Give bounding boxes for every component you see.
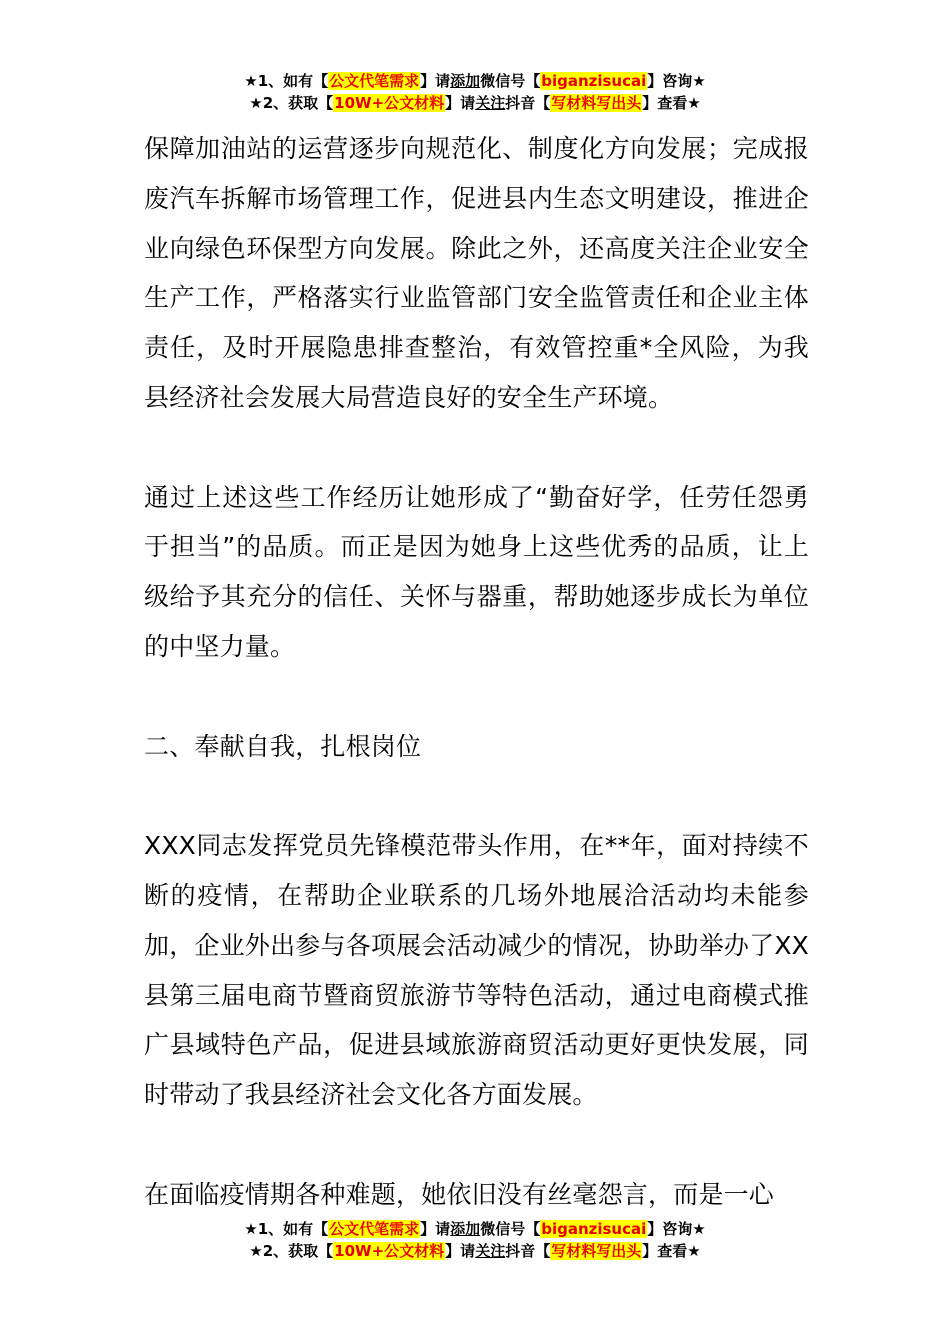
banner-emphasis: 关注 xyxy=(475,94,506,112)
document-body xyxy=(144,124,809,1220)
paragraph: 通过上述这些工作经历让她形成了“勤奋好学，任劳任怨勇于担当”的品质。而正是因为她身上这些优秀的品质，让上级给予其充分的信任、关怀与器重，帮助她逐步成长为单位的中坚力量。 xyxy=(144,482,809,661)
banner-highlight: 公文代笔需求 xyxy=(329,72,420,90)
banner-wechat-id: biganzisucai xyxy=(541,72,647,90)
banner-highlight: 10W+公文材料 xyxy=(334,1242,445,1260)
banner-text: 抖音【 xyxy=(505,1242,551,1260)
paragraph-spacer xyxy=(144,1120,809,1170)
star-icon: ★ xyxy=(687,1242,701,1260)
footer-banner xyxy=(0,1218,950,1262)
banner-text: 】查看 xyxy=(642,94,688,112)
star-icon: ★ xyxy=(244,1220,258,1238)
star-icon: ★ xyxy=(692,72,706,90)
banner-wechat-id: biganzisucai xyxy=(541,1220,647,1238)
banner-text: 】请 xyxy=(445,94,476,112)
banner-highlight: 10W+公文材料 xyxy=(334,94,445,112)
banner-text: 2、获取【 xyxy=(262,94,334,112)
paragraph-spacer xyxy=(144,672,809,722)
banner-line-1 xyxy=(0,1218,950,1240)
paragraph: 在面临疫情期各种难题，她依旧没有丝毫怨言，而是一心 xyxy=(144,1179,775,1209)
star-icon: ★ xyxy=(249,1242,263,1260)
banner-highlight: 公文代笔需求 xyxy=(329,1220,420,1238)
star-icon: ★ xyxy=(244,72,258,90)
paragraph-spacer xyxy=(144,771,809,821)
banner-text: 】请 xyxy=(445,1242,476,1260)
banner-douyin-account: 写材料写出头 xyxy=(551,94,642,112)
banner-line-2 xyxy=(0,92,950,114)
banner-text: 】咨询 xyxy=(647,1220,693,1238)
banner-text: 】请 xyxy=(420,72,451,90)
banner-text: 】查看 xyxy=(642,1242,688,1260)
star-icon: ★ xyxy=(692,1220,706,1238)
star-icon: ★ xyxy=(687,94,701,112)
header-banner xyxy=(0,70,950,114)
star-icon: ★ xyxy=(249,94,263,112)
paragraph-spacer xyxy=(144,423,809,473)
banner-emphasis: 添加 xyxy=(450,72,481,90)
section-heading: 二、奉献自我，扎根岗位 xyxy=(144,731,422,761)
banner-text: 2、获取【 xyxy=(262,1242,334,1260)
banner-text: 1、如有【 xyxy=(257,1220,329,1238)
banner-text: 抖音【 xyxy=(505,94,551,112)
banner-text: 】请 xyxy=(420,1220,451,1238)
banner-line-2 xyxy=(0,1240,950,1262)
paragraph: XXX同志发挥党员先锋模范带头作用，在**年，面对持续不断的疫情，在帮助企业联系的几场外地展洽活动均未能参加，企业外出参与各项展会活动减少的情况，协助举办了XX县第三届电商节暨商贸旅游节等特色活动，通过电商模式推广县域特色产品，促进县域旅游商贸活动更好更快发展，同时带动了我县经济社会文化各方面发展。 xyxy=(144,831,809,1110)
banner-emphasis: 关注 xyxy=(475,1242,506,1260)
banner-line-1 xyxy=(0,70,950,92)
banner-text: 】咨询 xyxy=(647,72,693,90)
banner-text: 1、如有【 xyxy=(257,72,329,90)
banner-text: 微信号【 xyxy=(480,72,541,90)
banner-text: 微信号【 xyxy=(480,1220,541,1238)
banner-douyin-account: 写材料写出头 xyxy=(551,1242,642,1260)
banner-emphasis: 添加 xyxy=(450,1220,481,1238)
paragraph: 保障加油站的运营逐步向规范化、制度化方向发展；完成报废汽车拆解市场管理工作，促进县内生态文明建设，推进企业向绿色环保型方向发展。除此之外，还高度关注企业安全生产工作，严格落实行业监管部门安全监管责任和企业主体责任，及时开展隐患排查整治，有效管控重*全风险，为我县经济社会发展大局营造良好的安全生产环境。 xyxy=(144,134,809,412)
